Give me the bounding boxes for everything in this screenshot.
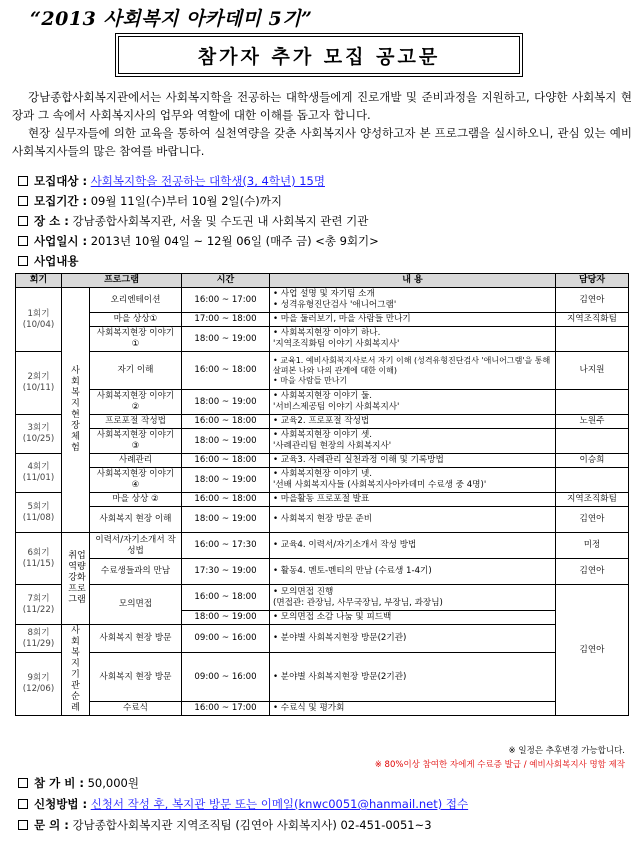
staff-cell: 지역조직화팀 <box>556 313 629 327</box>
program-cell: 프로포절 작성법 <box>90 415 182 429</box>
content-cell: • 사회복지현장 이야기 하나. '지역조직화팀 이야기 사회복지사' <box>270 327 556 352</box>
table-row <box>16 625 629 653</box>
content-cell: • 교육1. 예비사회복지사로서 자기 이해 (성격유형진단검사 '애니어그램'을 통해 살펴본 나와 나의 관계에 대한 이해) • 마을 사람들 만나기 <box>270 352 556 390</box>
program-cell: 마을 상상① <box>90 313 182 327</box>
table-row <box>16 507 629 533</box>
program-cell: 사회복지 현장 방문 <box>90 653 182 702</box>
table-row <box>16 585 629 611</box>
contact-label: 문 의 : <box>34 818 69 832</box>
content-cell: • 사회복지현장 이야기 셋. '사례관리팀 현장의 사회복지사' <box>270 429 556 454</box>
info-fee <box>18 775 139 791</box>
staff-cell: 지역조직화팀 <box>556 493 629 507</box>
time-cell: 18:00 ~ 19:00 <box>182 390 270 415</box>
session-cell: 4회기 (11/01) <box>16 454 62 493</box>
info-schedule <box>18 233 379 249</box>
program-cell: 사회복지 현장 이해 <box>90 507 182 533</box>
category-cell: 사회복지현장체험 <box>62 288 90 533</box>
table-row <box>16 559 629 585</box>
schedule-table <box>15 273 629 716</box>
page-title: 참가자 추가 모집 공고문 <box>118 36 520 74</box>
info-period <box>18 193 282 209</box>
time-cell: 16:00 ~ 18:00 <box>182 415 270 429</box>
content-cell: • 교육4. 이력서/자기소개서 작성 방법 <box>270 533 556 559</box>
program-cell: 사회복지현장 이야기① <box>90 327 182 352</box>
checkbox-icon <box>18 196 28 206</box>
apply-value[interactable]: 신청서 작성 후, 복지관 방문 또는 이메일(knwc0051@hanmail.net) 접수 <box>90 797 469 811</box>
schedule-label: 사업일시 : <box>34 234 88 248</box>
time-cell: 17:30 ~ 19:00 <box>182 559 270 585</box>
staff-cell <box>556 327 629 352</box>
category-cell: 취업역량강화프로그램 <box>62 533 90 625</box>
time-cell: 16:00 ~ 17:30 <box>182 533 270 559</box>
table-row <box>16 288 629 313</box>
header-staff: 담당자 <box>556 274 629 288</box>
content-cell: • 모의면접 진행 (면접관: 관장님, 사무국장님, 부장님, 과장님) <box>270 585 556 611</box>
session-cell: 5회기 (11/08) <box>16 493 62 533</box>
contact-value: 강남종합사회복지관 지역조직팀 (김연아 사회복지사) 02-451-0051~3 <box>72 818 432 832</box>
content-cell: • 사회복지현장 이야기 넷. '선배 사회복지사들 (사회복지사아카데미 수료생 중 4명)' <box>270 468 556 493</box>
staff-cell: 노원주 <box>556 415 629 429</box>
info-place <box>18 213 368 229</box>
program-cell: 사회복지 현장 방문 <box>90 625 182 653</box>
time-cell: 16:00 ~ 17:00 <box>182 288 270 313</box>
program-cell: 사회복지현장 이야기④ <box>90 468 182 493</box>
content-cell: • 사회복지 현장 방문 준비 <box>270 507 556 533</box>
time-cell: 16:00 ~ 18:00 <box>182 585 270 611</box>
checkbox-icon <box>18 216 28 226</box>
checkbox-icon <box>18 799 28 809</box>
time-cell: 16:00 ~ 18:00 <box>182 352 270 390</box>
table-row <box>16 429 629 454</box>
top-title: “2013 사회복지 아카데미 5기” <box>30 8 313 30</box>
certificate-note: ※ 80%이상 참여한 자에게 수료증 발급 / 예비사회복지사 명함 제작 <box>374 760 625 770</box>
time-cell: 18:00 ~ 19:00 <box>182 611 270 625</box>
header-program: 프로그램 <box>62 274 182 288</box>
staff-cell: 이승희 <box>556 454 629 468</box>
program-cell: 사회복지현장 이야기③ <box>90 429 182 454</box>
content-cell: • 모의면접 소감 나눔 및 피드백 <box>270 611 556 625</box>
staff-cell: 김연아 <box>556 559 629 585</box>
info-contact <box>18 817 432 833</box>
checkbox-icon <box>18 820 28 830</box>
intro-paragraph-1: 강남종합사회복지관에서는 사회복지학을 전공하는 대학생들에게 진로개발 및 준비과정을 지원하고, 다양한 사회복지 현장과 그 속에서 사회복지사의 업무와 역할에 대한 이해를 돕고자 합니다. <box>12 90 632 122</box>
content-cell: • 교육2. 프로포절 작성법 <box>270 415 556 429</box>
time-cell: 18:00 ~ 19:00 <box>182 468 270 493</box>
program-cell: 수료생들과의 만남 <box>90 559 182 585</box>
program-cell: 마을 상상 ② <box>90 493 182 507</box>
program-cell: 사회복지현장 이야기② <box>90 390 182 415</box>
time-cell: 16:00 ~ 18:00 <box>182 454 270 468</box>
info-apply <box>18 796 468 812</box>
table-row <box>16 653 629 702</box>
program-cell: 모의면접 <box>90 585 182 625</box>
content-cell: • 교육3. 사례관리 실천과정 이해 및 기록방법 <box>270 454 556 468</box>
period-label: 모집기간 : <box>34 194 88 208</box>
schedule-value: 2013년 10월 04일 ~ 12월 06일 (매주 금) <총 9회기> <box>90 234 379 248</box>
session-cell: 1회기 (10/04) <box>16 288 62 352</box>
program-cell: 수료식 <box>90 702 182 716</box>
session-cell: 3회기 (10/25) <box>16 415 62 454</box>
info-target <box>18 173 325 189</box>
staff-cell: 김연아 <box>556 507 629 533</box>
intro-paragraph-2: 현장 실무자들에 의한 교육을 통하여 실천역량을 갖춘 사회복지사 양성하고자 본 프로그램을 실시하오니, 관심 있는 예비사회복지사들의 많은 참여를 바랍니다. <box>12 126 632 158</box>
staff-cell: 김연아 <box>556 288 629 313</box>
checkbox-icon <box>18 236 28 246</box>
place-label: 장 소 : <box>34 214 69 228</box>
category-cell: 사회복지기관순례 <box>62 625 90 716</box>
table-row <box>16 313 629 327</box>
staff-cell: 나지원 <box>556 352 629 390</box>
time-cell: 18:00 ~ 19:00 <box>182 507 270 533</box>
table-header-row <box>16 274 629 288</box>
session-cell: 8회기 (11/29) <box>16 625 62 653</box>
fee-label: 참 가 비 : <box>34 776 84 790</box>
apply-label: 신청방법 : <box>34 797 88 811</box>
table-row <box>16 468 629 493</box>
staff-cell: 미정 <box>556 533 629 559</box>
period-value: 09월 11일(수)부터 10월 2일(수)까지 <box>90 194 282 208</box>
time-cell: 17:00 ~ 18:00 <box>182 313 270 327</box>
checkbox-icon <box>18 256 28 266</box>
session-cell: 2회기 (10/11) <box>16 352 62 415</box>
time-cell: 16:00 ~ 18:00 <box>182 493 270 507</box>
program-cell: 오리엔테이션 <box>90 288 182 313</box>
table-row <box>16 415 629 429</box>
content-cell: • 분야별 사회복지현장 방문(2기관) <box>270 653 556 702</box>
staff-cell: 김연아 <box>556 585 629 716</box>
session-cell: 6회기 (11/15) <box>16 533 62 585</box>
target-value[interactable]: 사회복지학을 전공하는 대학생(3, 4학년) 15명 <box>90 174 325 188</box>
session-cell: 9회기 (12/06) <box>16 653 62 716</box>
table-row <box>16 327 629 352</box>
content-cell: • 마을 둘러보기, 마을 사람들 만나기 <box>270 313 556 327</box>
time-cell: 16:00 ~ 17:00 <box>182 702 270 716</box>
table-row <box>16 352 629 390</box>
staff-cell <box>556 468 629 493</box>
time-cell: 09:00 ~ 16:00 <box>182 653 270 702</box>
schedule-note: ※ 일정은 추후변경 가능합니다. <box>508 746 625 756</box>
table-row <box>16 702 629 716</box>
time-cell: 18:00 ~ 19:00 <box>182 327 270 352</box>
info-content <box>18 253 78 269</box>
content-label: 사업내용 <box>34 254 79 268</box>
table-row <box>16 533 629 559</box>
time-cell: 18:00 ~ 19:00 <box>182 429 270 454</box>
table-row <box>16 390 629 415</box>
content-cell: • 사회복지현장 이야기 둘. '서비스제공팀 이야기 사회복지사' <box>270 390 556 415</box>
checkbox-icon <box>18 778 28 788</box>
content-cell: • 활동4. 멘토-멘티의 만남 (수료생 1-4기) <box>270 559 556 585</box>
table-row <box>16 493 629 507</box>
header-session: 회기 <box>16 274 62 288</box>
target-label: 모집대상 : <box>34 174 88 188</box>
place-value: 강남종합사회복지관, 서울 및 수도권 내 사회복지 관련 기관 <box>72 214 369 228</box>
program-cell: 자기 이해 <box>90 352 182 390</box>
content-cell: • 마을활동 프로포절 발표 <box>270 493 556 507</box>
checkbox-icon <box>18 176 28 186</box>
content-cell: • 분야별 사회복지현장 방문(2기관) <box>270 625 556 653</box>
staff-cell <box>556 429 629 454</box>
table-row <box>16 454 629 468</box>
header-content: 내 용 <box>270 274 556 288</box>
header-time: 시간 <box>182 274 270 288</box>
program-cell: 이력서/자기소개서 작성법 <box>90 533 182 559</box>
intro-text <box>12 88 632 160</box>
session-cell: 7회기 (11/22) <box>16 585 62 625</box>
content-cell: • 수료식 및 평가회 <box>270 702 556 716</box>
fee-value: 50,000원 <box>87 776 139 790</box>
time-cell: 09:00 ~ 16:00 <box>182 625 270 653</box>
program-cell: 사례관리 <box>90 454 182 468</box>
content-cell: • 사업 설명 및 자기팀 소개 • 성격유형진단검사 '애니어그램' <box>270 288 556 313</box>
staff-cell <box>556 390 629 415</box>
